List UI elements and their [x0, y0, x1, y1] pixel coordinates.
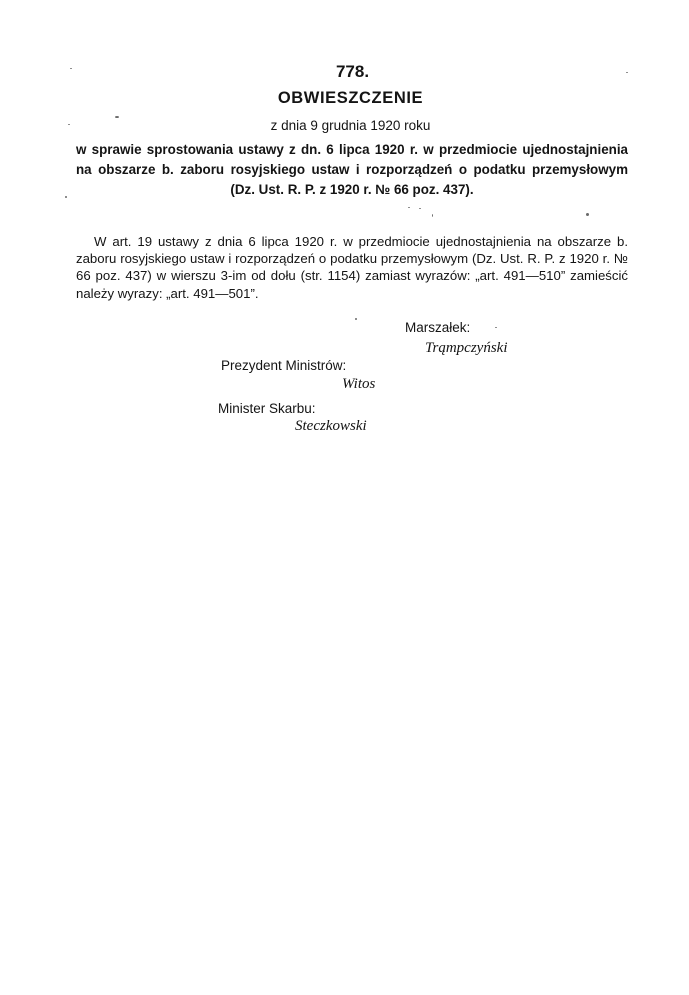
scan-speck: [68, 124, 70, 125]
signature-name-prime-minister: Witos: [342, 376, 376, 392]
signature-role-treasury-minister: Minister Skarbu:: [218, 401, 316, 416]
document-heading: OBWIESZCZENIE: [277, 89, 424, 107]
scan-speck: [495, 327, 497, 328]
document-number: 778.: [335, 62, 370, 81]
scan-speck: [626, 72, 628, 73]
scan-speck: [586, 213, 589, 216]
scan-speck: [355, 318, 357, 320]
scan-speck: [70, 68, 72, 69]
signature-role-marshal: Marszałek:: [405, 320, 471, 335]
document-subject: w sprawie sprostowania ustawy z dn. 6 lipca 1920 r. w przedmiocie ujednostajnienia na obszarze b. zaboru rosyjskiego ustaw i rozporządzeń o podatku przemysłowym (Dz. Ust. R. P. z 1920 r. № 66 poz. 437).: [76, 142, 628, 197]
signature-name-treasury-minister: Steczkowski: [295, 418, 367, 434]
scan-speck: [115, 116, 119, 118]
document-date: z dnia 9 grudnia 1920 roku: [270, 118, 431, 133]
document-body: W art. 19 ustawy z dnia 6 lipca 1920 r. w przedmiocie ujednostajnienia na obszarze b. zaboru rosyjskiego ustaw i rozporządzeń o podatku przemysłowym (Dz. Ust. R. P. z 1920 r. № 66 poz. 437) w wierszu 3-im od dołu (str. 1154) zamiast wyrazów: „art. 491—510” zamieścić należy wyrazy: „art. 491—501”.: [76, 234, 628, 301]
scan-speck: [65, 196, 67, 198]
signature-name-marshal: Trąmpczyński: [425, 340, 508, 356]
scan-speck: [408, 207, 410, 208]
signature-role-prime-minister: Prezydent Ministrów:: [221, 358, 347, 373]
scan-speck: [432, 214, 433, 217]
scan-speck: [419, 208, 421, 209]
